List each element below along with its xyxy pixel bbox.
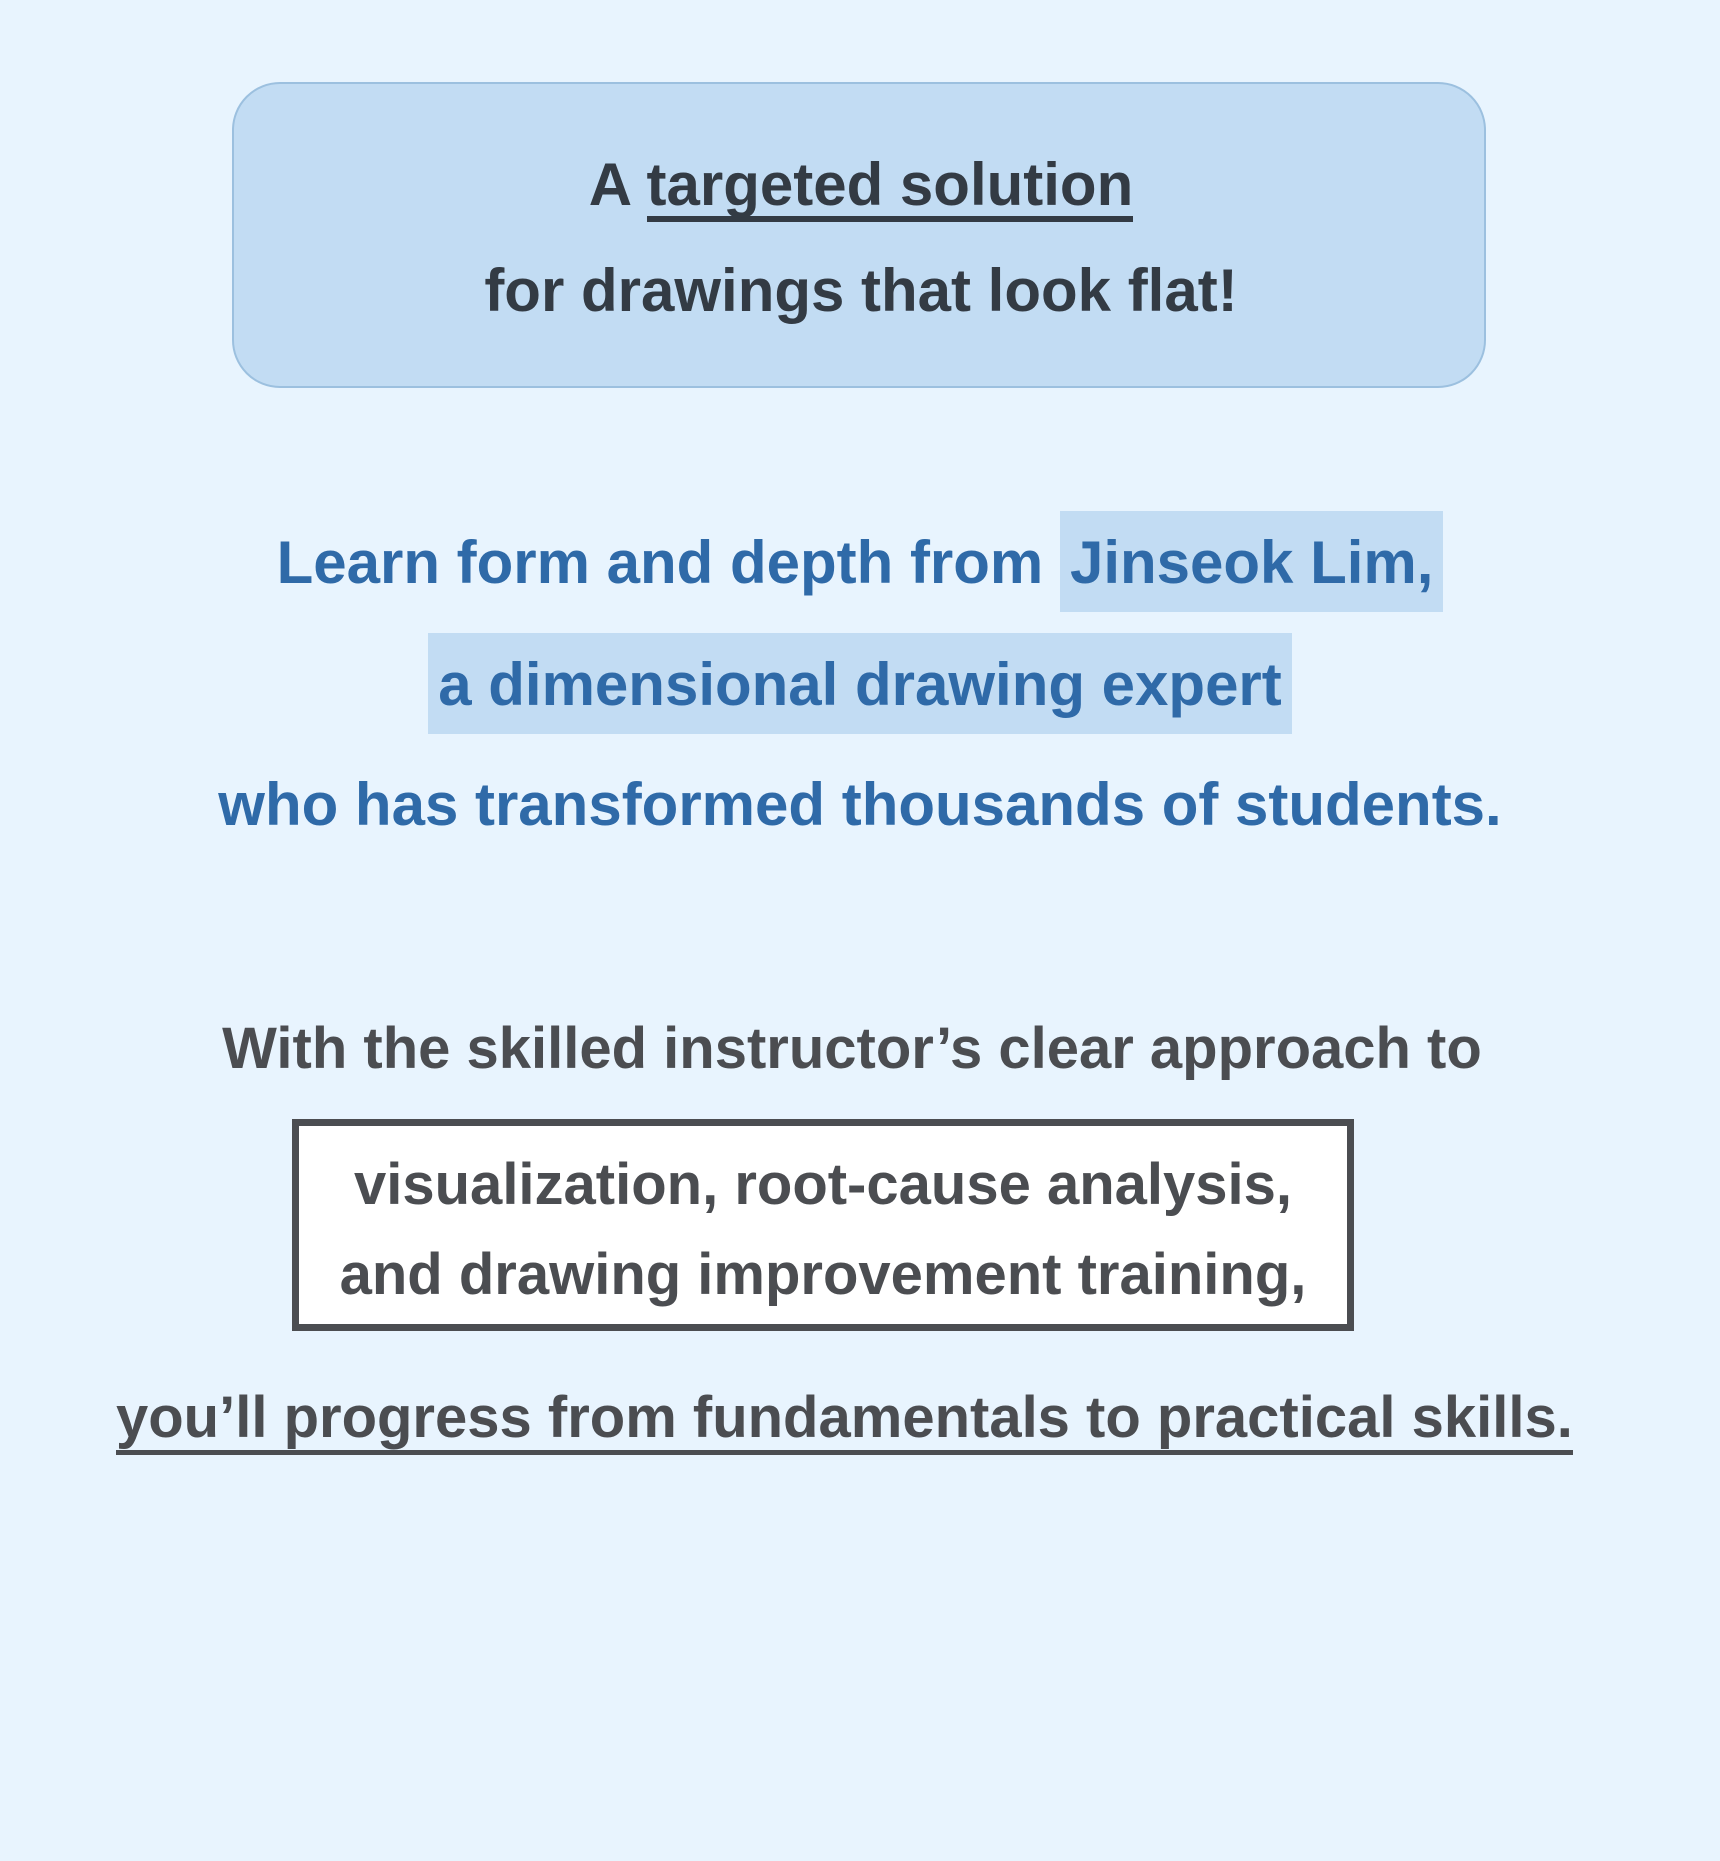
intro-line-1 [0,528,1720,597]
conclusion-underlined-text: you’ll progress from fundamentals to practical skills. [116,1387,1573,1455]
hero-headline-underlined: targeted solution [647,153,1134,222]
hero-headline-prefix: A [588,151,630,218]
hero-headline-line-2: for drawings that look flat! [484,257,1238,324]
intro-line-1-prefix: Learn form and depth from [276,529,1044,596]
framed-line-2: and drawing improvement training, [339,1242,1307,1307]
framed-line-1: visualization, root-cause analysis, [354,1152,1292,1217]
hero-headline-line-1 [234,150,1488,222]
conclusion-line [116,1384,1573,1455]
expert-title-highlight: a dimensional drawing expert [428,633,1292,734]
intro-line-3: who has transformed thousands of students. [218,771,1502,838]
instructor-name-highlight: Jinseok Lim, [1060,511,1443,612]
approach-framed-box [292,1119,1354,1331]
hero-callout-box [232,82,1486,388]
approach-lead-text: With the skilled instructor’s clear approach to [222,1016,1482,1081]
intro-line-2 [0,650,1720,719]
